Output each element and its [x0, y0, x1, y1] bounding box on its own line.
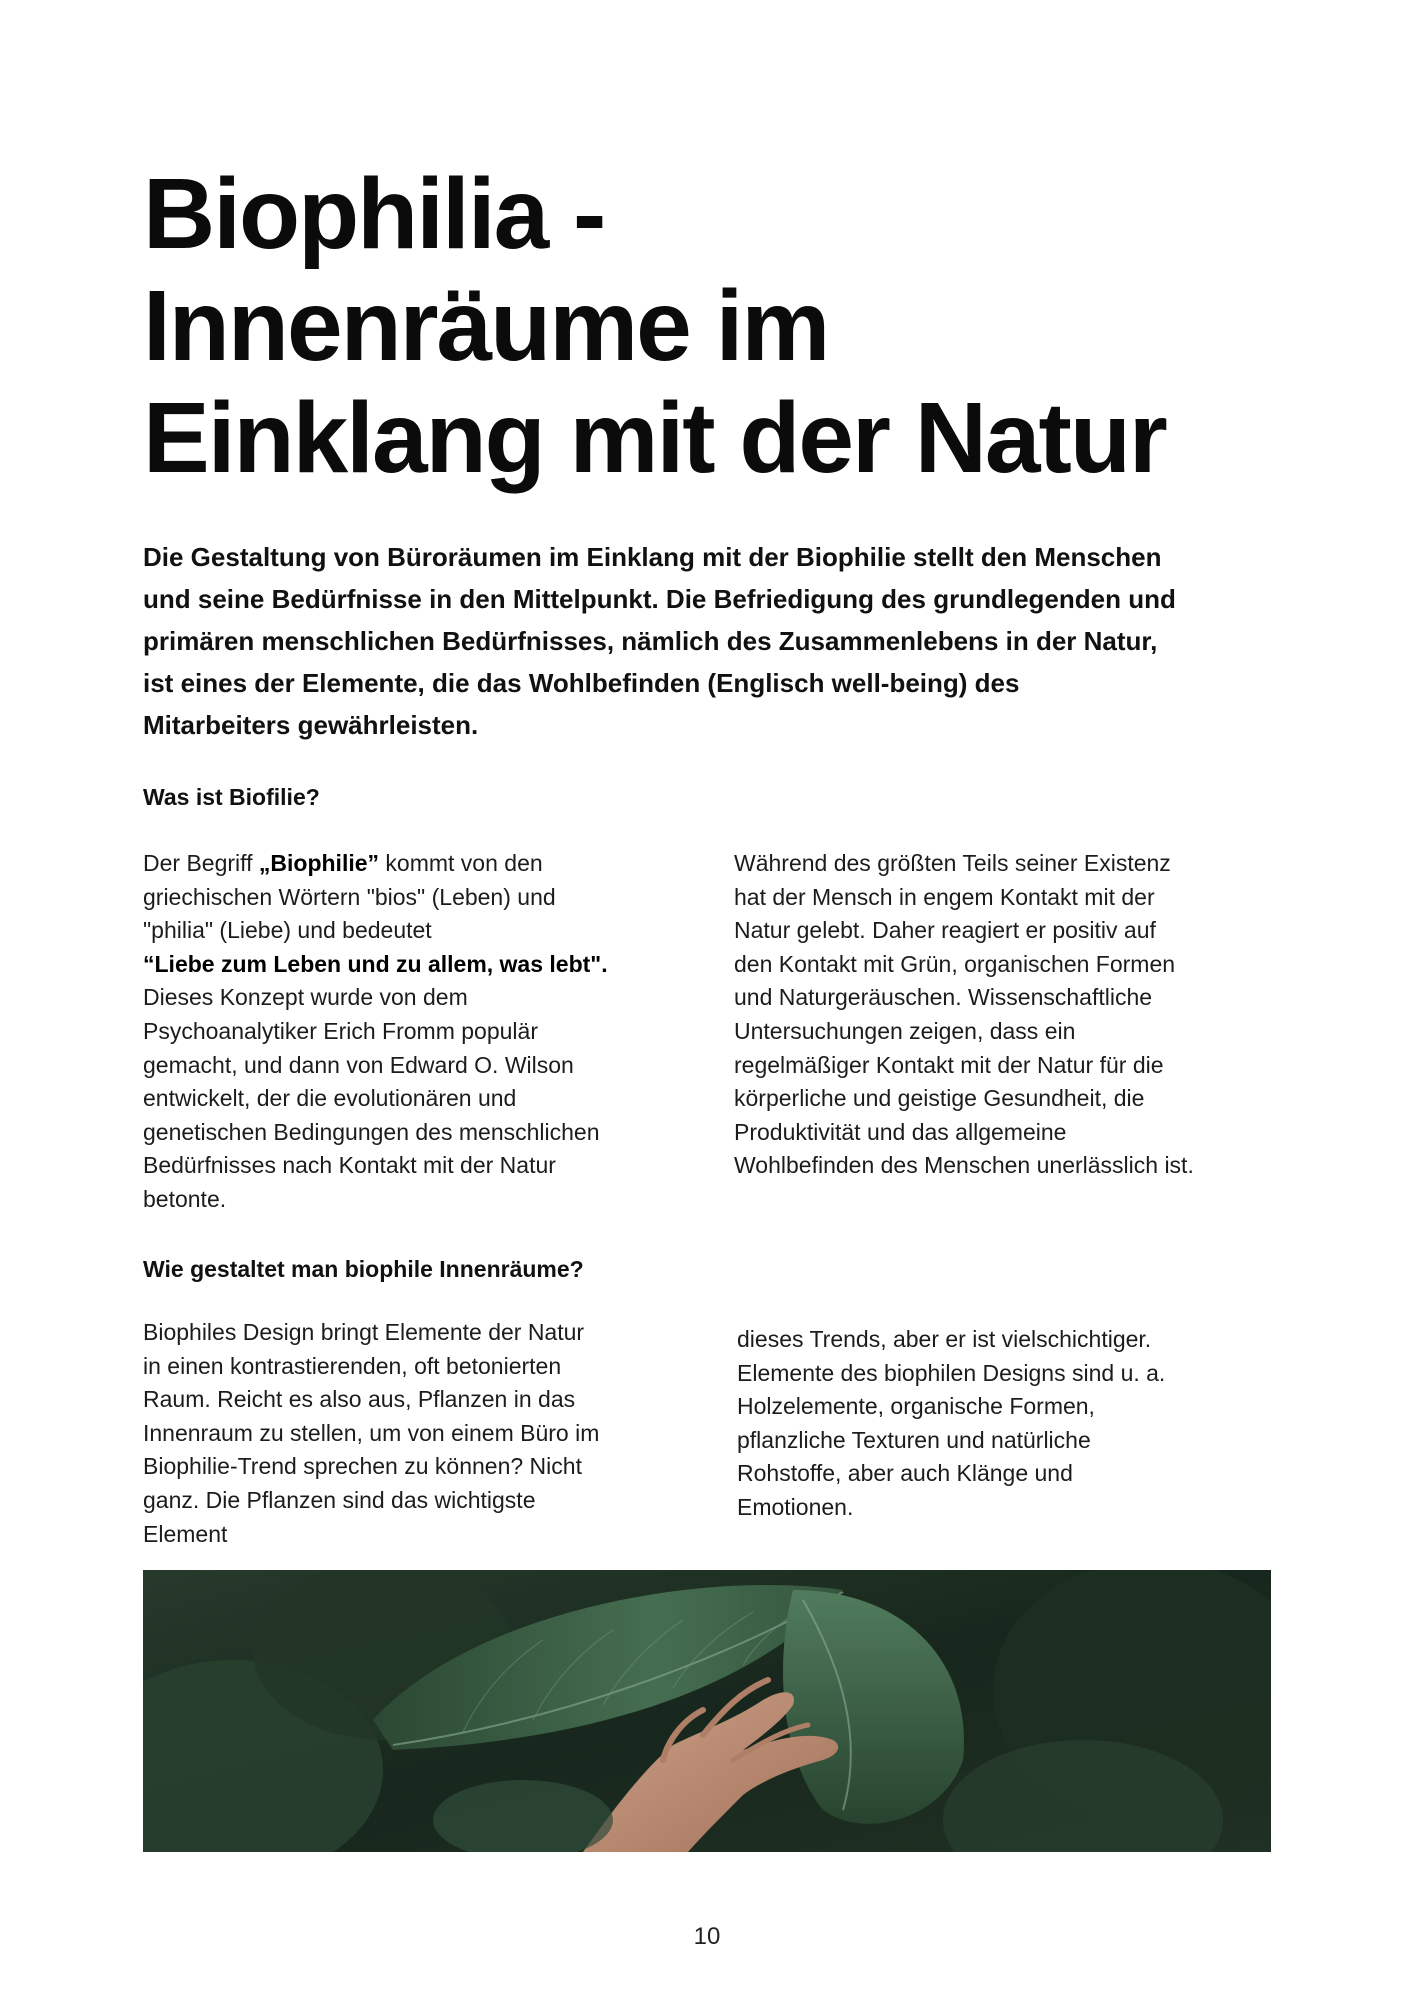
- text-line: hat der Mensch in engem Kontakt mit der: [734, 883, 1155, 910]
- lead-line: Die Gestaltung von Büroräumen im Einklang mit der Biophilie stellt den Menschen: [143, 542, 1162, 572]
- leaves-hand-illustration: [143, 1570, 1271, 1852]
- text-line: Elemente des biophilen Designs sind u. a.: [737, 1359, 1166, 1386]
- text-line: betonte.: [143, 1185, 227, 1212]
- section-heading-what-is: Was ist Biofilie?: [143, 784, 320, 810]
- section2-column-left: [143, 1316, 683, 1551]
- section1-column-left: [143, 847, 683, 1217]
- text-line: kommt von den: [379, 850, 543, 876]
- text-line: Holzelemente, organische Formen,: [737, 1393, 1095, 1420]
- text-line: pflanzliche Texturen und natürliche: [737, 1426, 1091, 1453]
- text-line: körperliche und geistige Gesundheit, die: [734, 1085, 1145, 1112]
- text-line: griechischen Wörtern "bios" (Leben) und: [143, 883, 556, 910]
- text-line: dieses Trends, aber er ist vielschichtiger.: [737, 1326, 1152, 1352]
- text-line: Innenraum zu stellen, um von einem Büro im: [143, 1419, 600, 1446]
- page-title: [143, 158, 1323, 494]
- lead-line: und seine Bedürfnisse in den Mittelpunkt. Die Befriedigung des grundlegenden und: [143, 584, 1176, 614]
- leaves-hand-photo: [143, 1570, 1271, 1852]
- text-line: Dieses Konzept wurde von dem: [143, 984, 468, 1011]
- title-line: Einklang mit der Natur: [143, 382, 1166, 494]
- text-line: den Kontakt mit Grün, organischen Formen: [734, 950, 1176, 977]
- lead-line: Mitarbeiters gewährleisten.: [143, 710, 479, 740]
- page-number: 10: [693, 1923, 721, 1950]
- section2-column-right: [737, 1323, 1277, 1525]
- text-line: Der Begriff: [143, 850, 259, 876]
- text-line: "philia" (Liebe) und bedeutet: [143, 917, 432, 944]
- text-line: Wohlbefinden des Menschen unerlässlich ist.: [734, 1152, 1194, 1179]
- text-line: Natur gelebt. Daher reagiert er positiv auf: [734, 917, 1156, 944]
- text-line: Produktivität und das allgemeine: [734, 1118, 1067, 1145]
- title-line: Innenräume im: [143, 270, 829, 382]
- text-line: Untersuchungen zeigen, dass ein: [734, 1017, 1076, 1044]
- lead-line: ist eines der Elemente, die das Wohlbefinden (Englisch well-being) des: [143, 668, 1020, 698]
- term-biophilie: „Biophilie”: [258, 850, 380, 876]
- text-line: und Naturgeräuschen. Wissenschaftliche: [734, 984, 1153, 1011]
- text-line: gemacht, und dann von Edward O. Wilson: [143, 1051, 574, 1078]
- text-line: in einen kontrastierenden, oft betonierten: [143, 1352, 562, 1379]
- text-line: Psychoanalytiker Erich Fromm populär: [143, 1017, 538, 1044]
- section1-column-right: [734, 847, 1274, 1183]
- text-line: Bedürfnisses nach Kontakt mit der Natur: [143, 1152, 556, 1179]
- text-line: Während des größten Teils seiner Existenz: [734, 850, 1171, 876]
- lead-line: primären menschlichen Bedürfnisses, nämlich des Zusammenlebens in der Natur,: [143, 626, 1158, 656]
- text-line: Emotionen.: [737, 1493, 854, 1520]
- text-line: Raum. Reicht es also aus, Pflanzen in das: [143, 1386, 576, 1413]
- text-line: Biophilie-Trend sprechen zu können? Nicht: [143, 1453, 582, 1480]
- text-line: Rohstoffe, aber auch Klänge und: [737, 1460, 1073, 1487]
- lead-paragraph: [143, 536, 1293, 746]
- text-line: genetischen Bedingungen des menschlichen: [143, 1118, 600, 1145]
- section-heading-how-to: Wie gestaltet man biophile Innenräume?: [143, 1256, 584, 1282]
- text-line: Element: [143, 1520, 228, 1547]
- title-line: Biophilia -: [143, 158, 605, 270]
- text-line: regelmäßiger Kontakt mit der Natur für die: [734, 1051, 1164, 1078]
- definition-quote: “Liebe zum Leben und zu allem, was lebt".: [143, 950, 608, 977]
- text-line: ganz. Die Pflanzen sind das wichtigste: [143, 1486, 536, 1513]
- text-line: Biophiles Design bringt Elemente der Natur: [143, 1319, 585, 1345]
- text-line: entwickelt, der die evolutionären und: [143, 1085, 517, 1112]
